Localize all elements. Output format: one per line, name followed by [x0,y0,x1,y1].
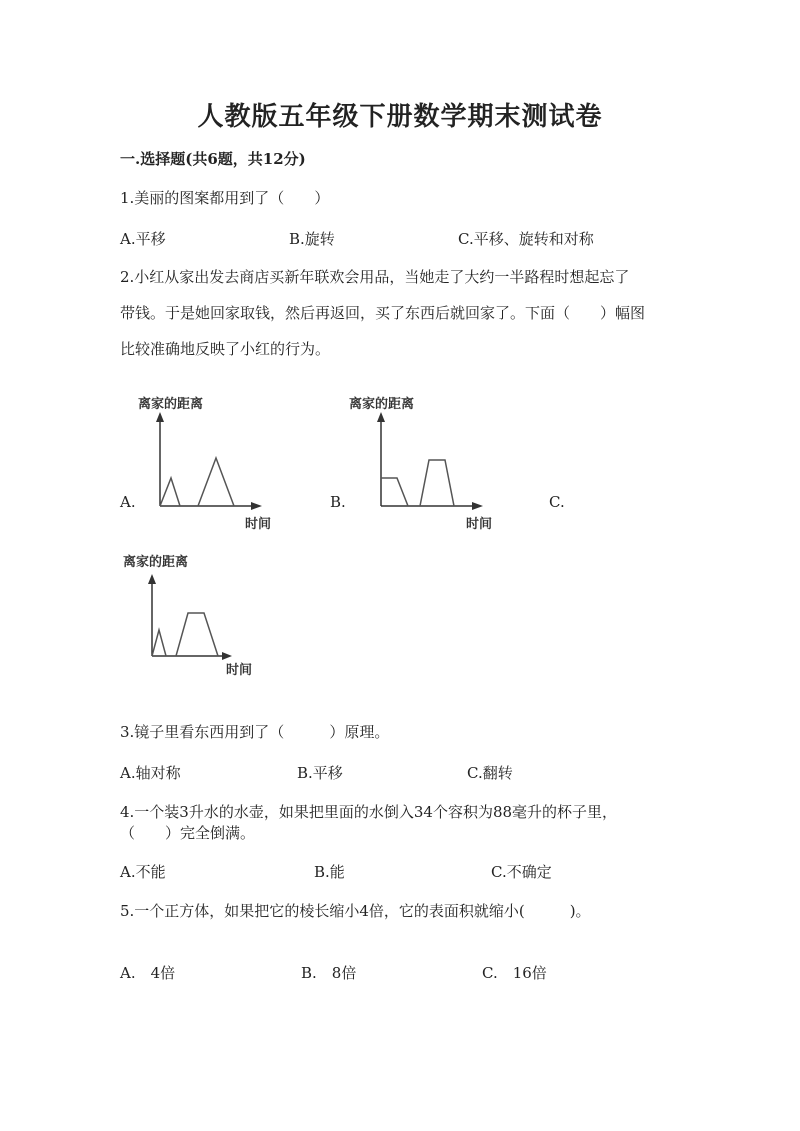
question-3-text: 3.镜子里看东西用到了（ ）原理。 [120,723,390,741]
question-1-option-c: C.平移、旋转和对称 [458,230,594,248]
question-2-line-1: 2.小红从家出发去商店买新年联欢会用品，当她走了大约一半路程时想起忘了 [120,268,630,286]
question-4-option-c: C.不确定 [491,863,552,881]
question-3-option-b: B.平移 [297,764,343,782]
question-5-option-b: B. 8倍 [301,964,357,982]
graph-a-xlabel: 时间 [245,517,272,532]
graph-a-ylabel: 离家的距离 [138,397,204,412]
section-heading: 一.选择题(共6题，共12分) [120,150,306,168]
question-2-option-c-label: C. [549,493,565,511]
question-4-option-b: B.能 [314,863,345,881]
question-2-line-2: 带钱。于是她回家取钱，然后再返回，买了东西后就回家了。下面（ ）幅图 [120,304,646,322]
question-5-option-a: A. 4倍 [120,964,176,982]
question-5-option-c: C. 16倍 [482,964,547,982]
graph-a [135,390,285,530]
page-title: 人教版五年级下册数学期末测试卷 [197,102,603,132]
graph-b-xlabel: 时间 [466,517,493,532]
graph-c [120,548,270,688]
question-4-option-a: A.不能 [120,863,166,881]
question-4-line-1: 4.一个装3升水的水壶，如果把里面的水倒入34个容积为88毫升的杯子里， [120,803,618,821]
question-2-line-3: 比较准确地反映了小红的行为。 [120,340,331,358]
question-2-option-a-label: A. [120,493,136,511]
graph-c-ylabel: 离家的距离 [123,555,189,570]
question-3-option-c: C.翻转 [467,764,513,782]
question-5-text: 5.一个正方体，如果把它的棱长缩小4倍，它的表面积就缩小( )。 [120,902,591,920]
question-1-text: 1.美丽的图案都用到了（ ） [120,189,330,207]
graph-b [346,390,496,530]
question-1-option-b: B.旋转 [289,230,335,248]
question-4-line-2: （ ）完全倒满。 [120,824,256,842]
graph-c-xlabel: 时间 [226,663,253,678]
graph-b-ylabel: 离家的距离 [349,397,415,412]
question-1-option-a: A.平移 [120,230,166,248]
question-2-option-b-label: B. [330,493,346,511]
question-3-option-a: A.轴对称 [120,764,181,782]
